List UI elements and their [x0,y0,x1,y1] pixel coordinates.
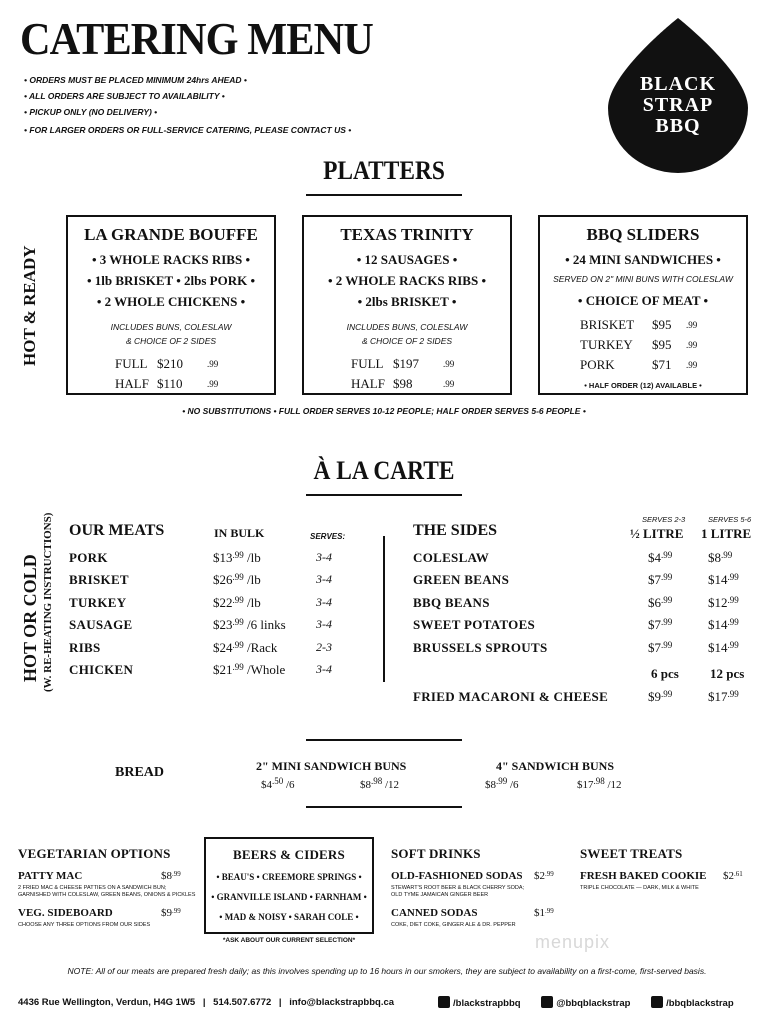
note-line: • FOR LARGER ORDERS OR FULL-SERVICE CATERING, PLEASE CONTACT US • [24,125,352,135]
facebook-handle: /bbqblackstrap [666,998,734,1009]
meat-cents: .99 [232,661,244,672]
alacarte-title: À LA CARTE [313,456,455,485]
bread-cents: .99 [496,776,508,786]
meat-unit: /lb [247,550,261,565]
side-full-cents: .99 [727,572,739,583]
facebook-icon [651,996,663,1008]
platter-note-line: & CHOICE OF 2 SIDES [125,336,217,346]
freshness-note: NOTE: All of our meats are prepared fresh daily; as this involves spending up to 16 hours in our smokers, they are subject to availability on a first-come, first-served basis. [67,966,707,976]
price-cents: .99 [686,360,698,370]
side-half-cents: .99 [661,550,673,560]
price-label: TURKEY [580,337,633,352]
price-cents: .99 [686,320,698,330]
side-full-price: $14 [708,572,728,588]
slider-row [540,335,746,355]
veg-item-cents: .99 [172,907,181,915]
platter-line: • 1lb BRISKET • 2lbs PORK • [86,273,256,288]
beer-line: • BEAU'S • CREEMORE SPRINGS • [216,872,362,882]
desc-line: GARNISHED WITH COLESLAW, GREEN BEANS, ONIONS & PICKLES [18,892,196,898]
bread-price: $17 [577,779,594,791]
pcs12-heading: 12 pcs [710,666,745,681]
platter-line: • CHOICE OF MEAT • [577,293,709,308]
platter-line: • 3 WHOLE RACKS RIBS • [91,252,251,267]
mac-full-price: $17 [708,689,728,704]
watermark-text: menupix [535,932,611,952]
price-label: HALF [351,376,385,391]
side-name: GREEN BEANS [413,572,510,588]
meat-row [69,617,369,639]
price-amount: $210 [157,356,183,371]
serves-full-label: SERVES 5-6 [708,515,752,524]
serves-half-label: SERVES 2-3 [642,515,686,524]
veg-heading: VEGETARIAN OPTIONS [18,846,171,861]
pcs6-heading: 6 pcs [651,666,679,681]
side-half-cents: .99 [661,572,673,583]
soft-item-name: CANNED SODAS [391,907,478,919]
separator: | [278,997,282,1008]
price-row-full [304,354,510,374]
soft-item-cents: .99 [545,907,554,915]
address: 4436 Rue Wellington, Verdun, H4G 1W5 [18,997,196,1008]
meat-name: RIBS [69,639,101,655]
price-cents: .99 [207,379,219,389]
meat-name: TURKEY [69,594,127,610]
price-label: FULL [115,356,148,371]
veg-item-name: PATTY MAC [18,870,83,882]
side-row [413,550,753,572]
side-full-cents: .99 [727,639,739,650]
mac-cheese-name: FRIED MACARONI & CHEESE [413,689,609,704]
note-line: • ORDERS MUST BE PLACED MINIMUM 24hrs AHEAD • [24,75,247,85]
separator: | [202,997,206,1008]
side-full-cents: .99 [727,617,739,628]
side-half-cents: .99 [661,639,673,650]
platter-note [68,320,274,348]
price-amount: $95 [652,337,672,352]
side-name: BBQ BEANS [413,594,490,610]
meats-heading: OUR MEATS [69,522,165,539]
veg-item-name: VEG. SIDEBOARD [18,907,113,919]
meat-unit: /Rack [247,639,278,655]
bread-top-rule [306,739,462,741]
side-row [413,572,753,594]
meat-serves: 2-3 [316,639,332,654]
meat-serves: 3-4 [316,661,332,676]
price-amount: $98 [393,376,413,391]
veg-item-price: $8 [161,870,172,882]
platter-line: • 2lbs BRISKET • [357,294,457,309]
platter-note-line: INCLUDES BUNS, COLESLAW [346,322,468,332]
side-row [413,595,753,617]
footer-social [438,996,734,1009]
bread-price: $4 [261,779,272,791]
bread-bottom-rule [306,806,462,808]
order-notes [24,72,444,138]
mac-half-price: $9 [648,689,661,704]
sweet-heading: SWEET TREATS [580,846,683,861]
price-cents: .99 [443,359,455,369]
veg-item-desc: CHOOSE ANY THREE OPTIONS FROM OUR SIDES [18,922,151,928]
big-buns-heading: 4" SANDWICH BUNS [496,759,615,773]
bread-price: $8 [360,779,371,791]
instagram-icon [438,996,450,1008]
price-amount: $71 [652,357,672,372]
meat-price: $26 [213,572,233,588]
sides-list [413,550,753,662]
side-half-cents: .99 [661,617,673,628]
full-litre-heading: 1 LITRE [701,526,752,541]
meat-name: CHICKEN [69,661,134,677]
price-amount: $95 [652,317,672,332]
price-label: BRISKET [580,317,635,332]
meats-list [69,550,369,684]
soft-heading: SOFT DRINKS [391,846,481,861]
soft-item-price: $2 [534,870,545,882]
side-row [413,640,753,662]
meat-serves: 3-4 [316,617,332,632]
meat-cents: .99 [232,572,244,583]
meat-price: $13 [213,550,233,565]
beer-line: • GRANVILLE ISLAND • FARNHAM • [211,892,367,902]
bulk-heading: IN BULK [214,526,265,540]
hot-ready-label: HOT & READY [20,245,39,366]
beers-heading: BEERS & CIDERS [233,847,345,862]
instagram-link[interactable] [438,998,521,1009]
veg-item-price: $9 [161,907,172,919]
email-link[interactable]: info@blackstrapbbq.ca [289,997,395,1008]
price-row-half [68,374,274,394]
meat-cents: .99 [232,639,244,650]
mac-half-cents: .99 [661,689,673,699]
serves-heading: SERVES: [310,532,346,541]
bread-cents: .50 [272,776,284,786]
meat-row [69,550,369,572]
side-half-price: $7 [648,639,661,655]
side-half-price: $6 [648,594,661,610]
bread-cents: .98 [371,776,383,786]
alacarte-rule [306,494,462,496]
side-full-price: $8 [708,550,721,565]
phone-link[interactable]: 514.507.6772 [213,997,272,1008]
platter-texas-trinity [302,215,512,395]
bread-unit: /12 [607,779,622,791]
beers-box [204,837,374,934]
meat-cents: .99 [232,550,244,560]
platter-name: LA GRANDE BOUFFE [84,225,258,244]
platter-line: • 2 WHOLE CHICKENS • [96,294,246,309]
price-amount: $110 [157,376,183,391]
bread-unit: /6 [510,779,519,791]
logo-line: BBQ [655,115,701,137]
price-amount: $197 [393,356,419,371]
meat-row [69,572,369,594]
bread-unit: /6 [286,779,295,791]
page-title: CATERING MENU [20,13,373,64]
twitter-icon [541,996,553,1008]
side-full-cents: .99 [727,594,739,605]
hot-cold-label: HOT OR COLD [20,554,40,682]
slider-row [540,355,746,375]
platter-bbq-sliders [538,215,748,395]
bread-cents: .98 [593,776,605,786]
veg-item-cents: .99 [172,870,181,878]
bread-unit: /12 [385,779,400,791]
sides-heading: THE SIDES [413,522,498,539]
side-half-cents: .99 [661,594,673,605]
logo-line: BLACK [639,73,717,95]
sweet-item-cents: .61 [734,870,743,878]
price-cents: .99 [207,359,219,369]
meat-row [69,595,369,617]
platter-line: • 2 WHOLE RACKS RIBS • [327,273,487,288]
sweet-item-price: $2 [723,870,734,882]
price-label: HALF [115,376,149,391]
meat-price: $22 [213,594,233,610]
sweet-item-desc: TRIPLE CHOCOLATE — DARK, MILK & WHITE [580,885,699,891]
mini-buns-heading: 2" MINI SANDWICH BUNS [256,759,407,773]
meat-unit: /lb [247,572,261,588]
desc-line: OLD TYME JAMAICAN GINGER BEER [391,892,489,898]
price-row-full [68,354,274,374]
bread-label: BREAD [115,765,165,780]
soft-item-desc: COKE, DIET COKE, GINGER ALE & DR. PEPPER [391,922,516,928]
meat-name: SAUSAGE [69,617,133,633]
meat-name: PORK [69,550,108,565]
platter-note-line: & CHOICE OF 2 SIDES [361,336,453,346]
desc-line: 2 FRIED MAC & CHEESE PATTIES ON A SANDWICH BUN; [18,885,167,891]
side-row [413,617,753,639]
platters-title: PLATTERS [323,156,445,185]
platter-la-grande-bouffe [66,215,276,395]
platter-note: SERVED ON 2" MINI BUNS WITH COLESLAW [553,274,733,284]
meat-price: $24 [213,639,233,655]
side-name: BRUSSELS SPROUTS [413,639,548,655]
twitter-handle: @bbqblackstrap [556,998,631,1009]
desc-line: STEWART'S ROOT BEER & BLACK CHERRY SODA; [391,885,525,891]
price-cents: .99 [686,340,698,350]
reheating-label: (W. RE-HEATING INSTRUCTIONS) [42,512,54,692]
meat-serves: 3-4 [316,572,332,587]
side-name: COLESLAW [413,550,490,565]
price-label: PORK [580,357,615,372]
sweet-item-name: FRESH BAKED COOKIE [580,870,707,882]
soft-item-cents: .99 [545,870,554,878]
half-litre-heading: ½ LITRE [630,526,684,541]
soft-item-desc [391,885,571,899]
meat-cents: .99 [232,594,244,605]
platter-note-line: INCLUDES BUNS, COLESLAW [110,322,232,332]
bread-price: $8 [485,779,496,791]
meat-price: $23 [213,617,233,633]
platter-name: BBQ SLIDERS [586,225,700,244]
platter-note [304,320,510,348]
footer-contact [18,997,394,1008]
platters-rule [306,194,462,196]
meat-price: $21 [213,661,233,677]
price-label: FULL [351,356,384,371]
meat-name: BRISKET [69,572,129,588]
side-full-price: $14 [708,639,728,655]
soft-item-name: OLD-FASHIONED SODAS [391,870,523,882]
mac-full-cents: .99 [727,689,739,699]
side-half-price: $7 [648,617,661,633]
platters-footnote: • NO SUBSTITUTIONS • FULL ORDER SERVES 10-12 PEOPLE; HALF ORDER SERVES 5-6 PEOPLE • [182,406,586,416]
logo-text [608,74,748,137]
platter-line: • 12 SAUSAGES • [356,252,458,267]
meat-unit: /Whole [247,661,286,677]
twitter-link[interactable] [541,998,630,1009]
meat-serves: 3-4 [316,594,332,609]
half-order-note: • HALF ORDER (12) AVAILABLE • [584,381,702,390]
soft-item-price: $1 [534,907,545,919]
price-cents: .99 [443,379,455,389]
side-half-price: $7 [648,572,661,588]
meat-serves: 3-4 [316,550,332,564]
beer-line: • MAD & NOISY • SARAH COLE • [219,912,359,922]
column-divider [383,536,385,682]
beers-ask-note: *ASK ABOUT OUR CURRENT SELECTION* [222,937,356,944]
side-full-cents: .99 [721,550,733,560]
meat-unit: /6 links [247,617,286,633]
meat-cents: .99 [232,617,244,628]
side-full-price: $14 [708,617,728,633]
side-name: SWEET POTATOES [413,617,536,633]
price-row-half [304,374,510,394]
note-line: • ALL ORDERS ARE SUBJECT TO AVAILABILITY • [24,91,225,101]
note-line: • PICKUP ONLY (NO DELIVERY) • [24,107,158,117]
logo-line: STRAP [642,94,714,116]
meat-row [69,640,369,662]
facebook-link[interactable] [651,998,734,1009]
slider-row [540,315,746,335]
veg-item-desc [18,885,198,899]
instagram-handle: /blackstrapbbq [453,998,521,1009]
meat-unit: /lb [247,594,261,610]
platter-line: • 24 MINI SANDWICHES • [565,252,721,267]
platter-name: TEXAS TRINITY [340,225,474,244]
side-full-price: $12 [708,594,728,610]
side-half-price: $4 [648,550,661,565]
meat-row [69,662,369,684]
